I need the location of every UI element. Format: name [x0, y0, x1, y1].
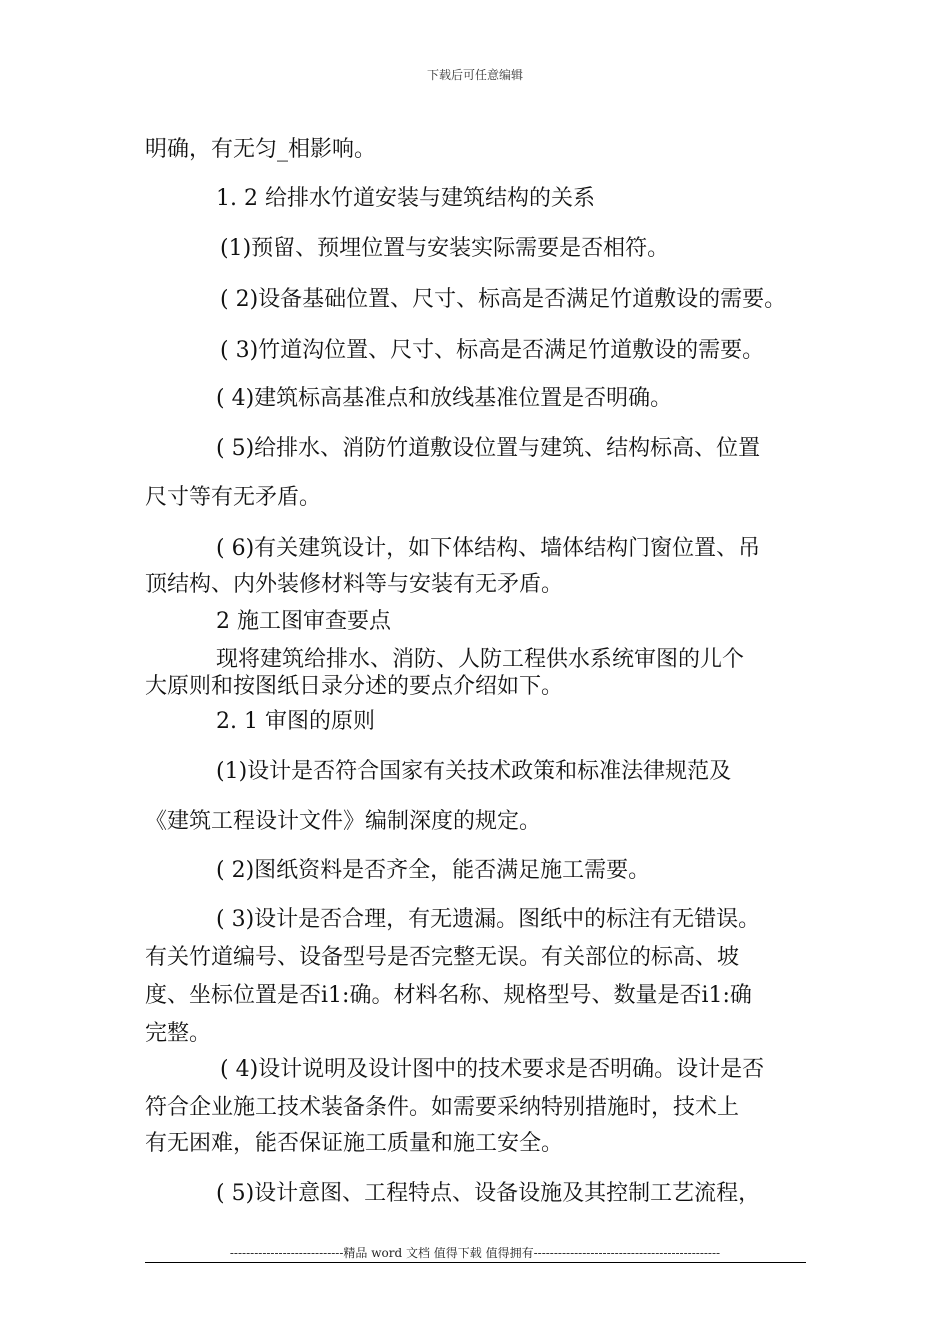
text-line: ( 4)建筑标高基准点和放线基准位置是否明确。 [216, 386, 673, 411]
text-line: ( 3)竹道沟位置、尺寸、标高是否满足竹道敷设的需要。 [220, 338, 765, 363]
text-line: 完整。 [145, 1021, 212, 1046]
section-heading: 1. 2 给排水竹道安装与建筑结构的关系 [216, 186, 595, 211]
text-line: ( 6)有关建筑设计，如下体结构、墙体结构门窗位置、吊 [216, 536, 761, 561]
text-line: ( 2)图纸资料是否齐全，能否满足施工需要。 [216, 858, 651, 883]
text-line: 明确，有无匀_相影响。 [145, 137, 377, 162]
text-line: ( 5)给排水、消防竹道敷设位置与建筑、结构标高、位置 [216, 436, 761, 461]
footer-divider [145, 1262, 806, 1263]
text-line: ( 5)设计意图、工程特点、设备设施及其控制工艺流程， [216, 1181, 761, 1206]
text-line: 有无困难，能否保证施工质量和施工安全。 [145, 1131, 564, 1156]
text-line: ( 2)设备基础位置、尺寸、标高是否满足竹道敷设的需要。 [220, 287, 787, 312]
section-heading: 2. 1 审图的原则 [216, 709, 375, 734]
text-line: 现将建筑给排水、消防、人防工程供水系统审图的儿个 [216, 647, 745, 672]
text-line: 度、坐标位置是否i1:确。材料名称、规格型号、数量是否i1:确 [145, 983, 752, 1008]
text-line: 顶结构、内外装修材料等与安装有无矛盾。 [145, 572, 564, 597]
text-line: ( 4)设计说明及设计图中的技术要求是否明确。设计是否 [220, 1057, 765, 1082]
text-line: 有关竹道编号、设备型号是否完整无误。有关部位的标高、坡 [145, 945, 740, 970]
text-line: 大原则和按图纸日录分述的要点介绍如下。 [145, 674, 564, 699]
text-line: (1)设计是否符合国家有关技术政策和标准法律规范及 [216, 759, 732, 784]
text-line: 尺寸等有无矛盾。 [145, 485, 322, 510]
section-heading: 2 施工图审查要点 [216, 609, 391, 634]
text-line: 符合企业施工技术装备条件。如需要采纳特别措施时，技术上 [145, 1095, 740, 1120]
text-line: (1)预留、预埋位置与安装实际需要是否相符。 [220, 236, 670, 261]
page-footer: ----------------------------精品 word 文档 值得下载 值得拥有---------------------------------------------- [229, 1246, 721, 1260]
text-line: ( 3)设计是否合理，有无遗漏。图纸中的标注有无错误。 [216, 907, 761, 932]
text-line: 《建筑工程设计文件》编制深度的规定。 [145, 809, 542, 834]
page-header: 下载后可任意编辑 [426, 68, 523, 82]
